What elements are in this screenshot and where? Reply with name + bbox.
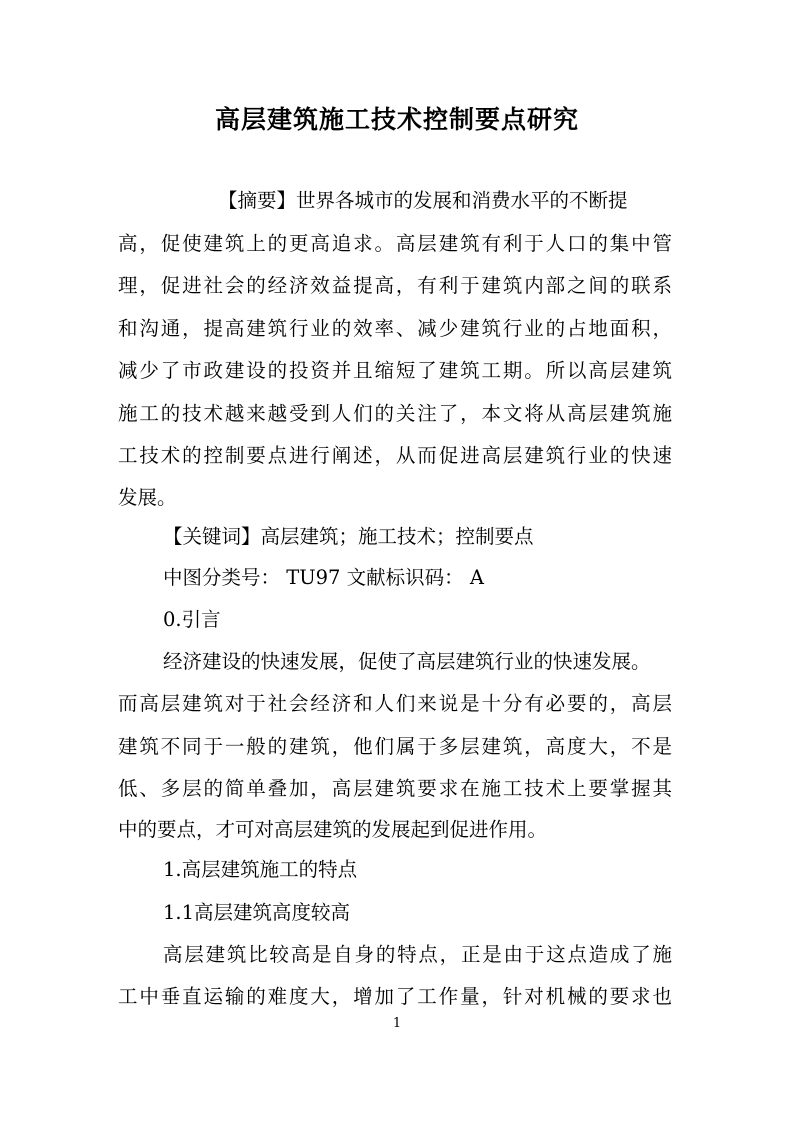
intro-line-5: 中的要点，才可对高层建筑的发展起到促进作用。 [118,818,548,841]
abstract-line-6: 施工的技术越来越受到人们的关注了，本文将从高层建筑施 [118,402,672,425]
subsection-heading-1-1: 1.1高层建筑高度较高 [163,901,351,924]
section-heading-1: 1.高层建筑施工的特点 [163,858,358,881]
page-number: 1 [392,1016,402,1031]
keywords-line: 【关键词】高层建筑；施工技术；控制要点 [163,525,534,548]
section-heading-intro: 0.引言 [163,608,221,631]
abstract-line-7: 工技术的控制要点进行阐述，从而促进高层建筑行业的快速 [118,444,672,467]
intro-line-1: 经济建设的快速发展，促使了高层建筑行业的快速发展。 [163,650,651,673]
intro-line-4: 低、多层的简单叠加，高层建筑要求在施工技术上要掌握其 [118,777,672,800]
body-line-1: 高层建筑比较高是自身的特点，正是由于这点造成了施 [163,943,672,966]
abstract-line-5: 减少了市政建设的投资并且缩短了建筑工期。所以高层建筑 [118,359,672,382]
abstract-line-8: 发展。 [118,486,177,509]
intro-line-2: 而高层建筑对于社会经济和人们来说是十分有必要的，高层 [118,692,672,715]
abstract-line-2: 高，促使建筑上的更高追求。高层建筑有利于人口的集中管 [118,232,672,255]
intro-line-3: 建筑不同于一般的建筑，他们属于多层建筑，高度大，不是 [118,735,672,758]
abstract-line-4: 和沟通，提高建筑行业的效率、减少建筑行业的占地面积， [118,317,672,340]
abstract-line-1: 【摘要】世界各城市的发展和消费水平的不断提 [218,189,628,212]
page-title: 高层建筑施工技术控制要点研究 [214,105,579,134]
classification-line: 中图分类号： TU97 文献标识码： A [163,566,484,589]
abstract-line-3: 理，促进社会的经济效益提高，有利于建筑内部之间的联系 [118,274,672,297]
body-line-2: 工中垂直运输的难度大，增加了工作量，针对机械的要求也 [118,985,672,1008]
